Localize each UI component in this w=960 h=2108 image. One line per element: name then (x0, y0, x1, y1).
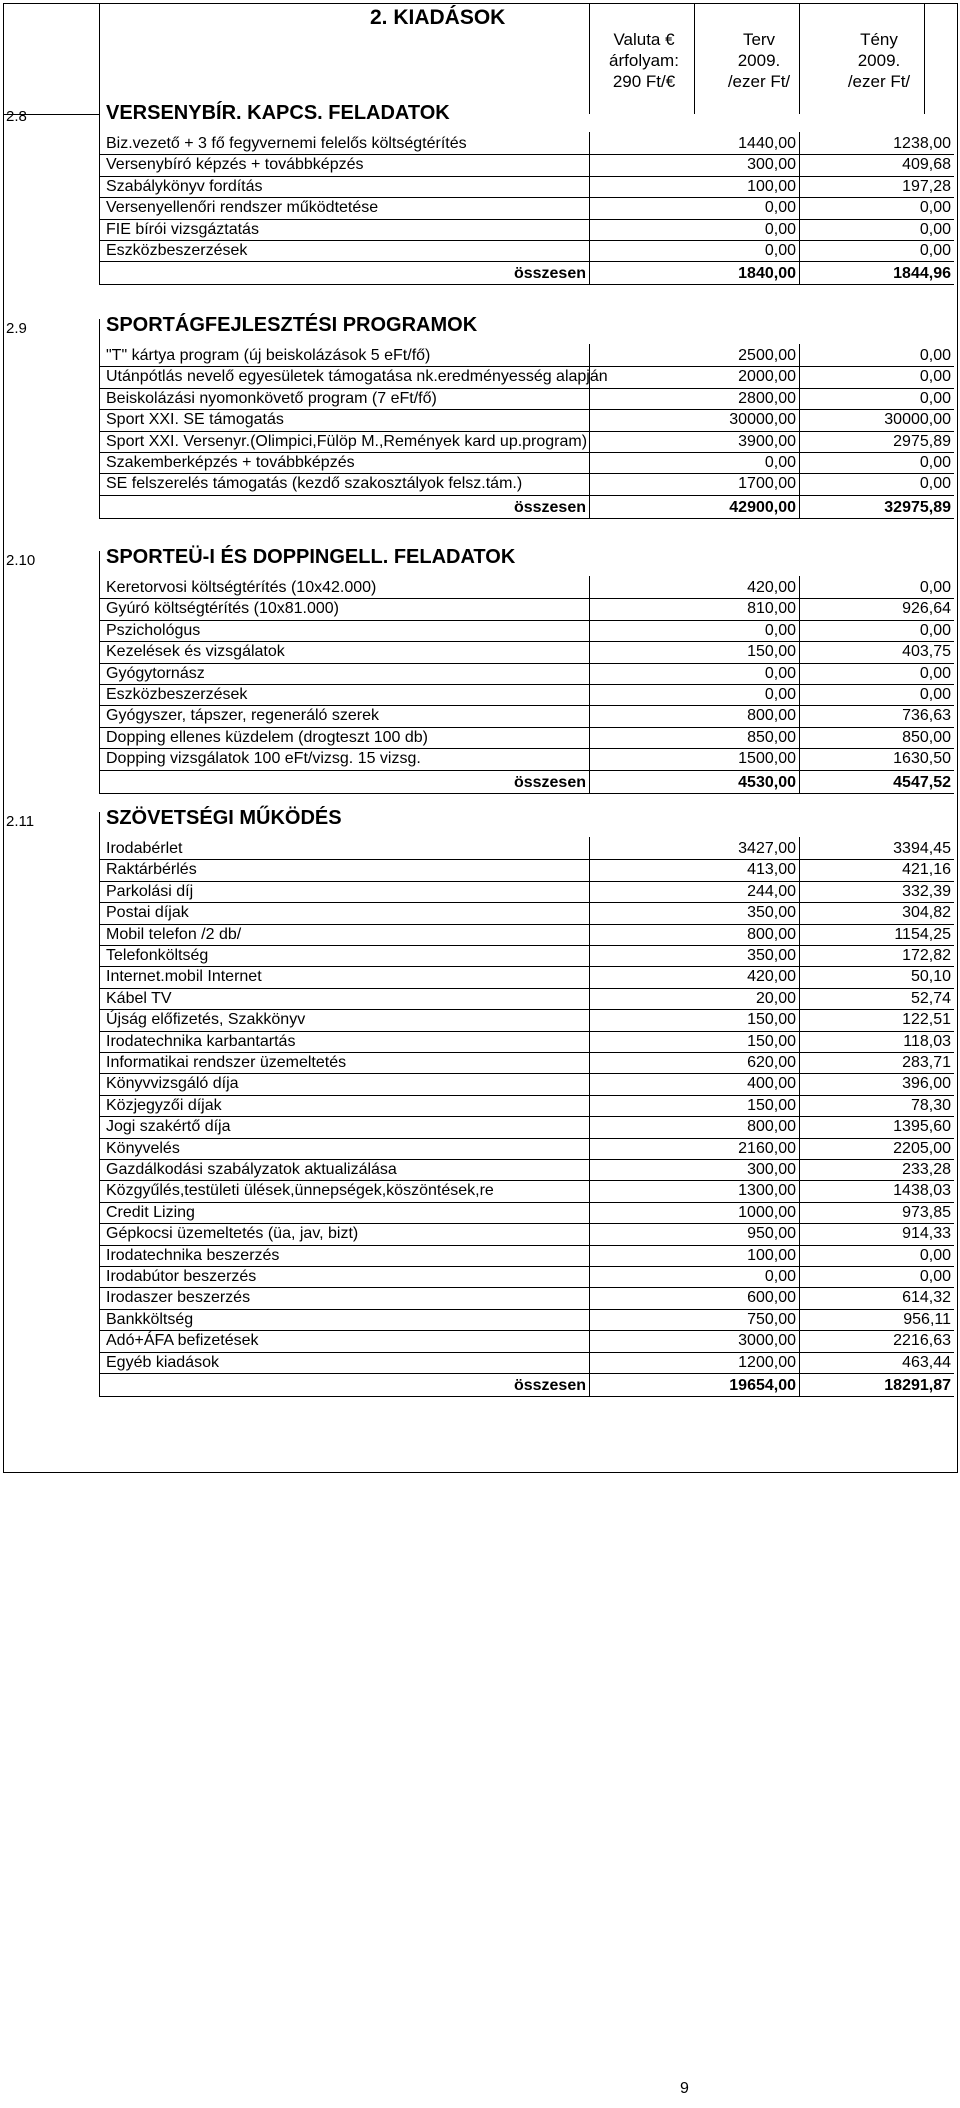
planned-value: 0,00 (764, 454, 796, 471)
actual-value: 0,00 (919, 1246, 951, 1264)
planned-value: 413,00 (747, 861, 796, 879)
expense-label: Versenyellenőri rendszer működtetése (106, 199, 379, 217)
page-number: 9 (680, 2080, 689, 2097)
planned-value: 1700,00 (738, 475, 796, 493)
col-teny-header-line: Tény (860, 30, 898, 49)
actual-value: 0,00 (919, 475, 951, 493)
expense-label: Szakemberképzés + továbbképzés (106, 454, 355, 471)
planned-value: 150,00 (747, 1096, 796, 1114)
planned-value: 1500,00 (738, 750, 796, 768)
expense-label: Sport XXI. Versenyr.(Olimpici,Fülöp M.,Remények kard up.program) (106, 432, 588, 450)
actual-value: 50,10 (910, 968, 951, 986)
section-number: 2.9 (6, 320, 27, 337)
expense-label: Postai díjak (106, 904, 189, 922)
planned-value: 300,00 (747, 1161, 796, 1178)
actual-value: 421,16 (902, 861, 951, 879)
actual-value: 0,00 (919, 242, 951, 259)
planned-value: 350,00 (747, 947, 796, 964)
grid-line (694, 4, 695, 114)
total-planned: 19654,00 (729, 1377, 796, 1394)
actual-value: 0,00 (919, 368, 951, 386)
actual-value: 409,68 (902, 156, 951, 174)
planned-value: 810,00 (747, 600, 796, 618)
planned-value: 2500,00 (738, 347, 796, 364)
col-terv-header-line: /ezer Ft/ (727, 72, 791, 91)
grid-line (799, 837, 800, 1396)
actual-value: 956,11 (903, 1310, 951, 1328)
expense-label: Internet.mobil Internet (106, 968, 262, 986)
grid-line (99, 1396, 954, 1397)
actual-value: 0,00 (919, 664, 951, 682)
total-label: összesen (513, 1377, 586, 1394)
total-planned: 42900,00 (729, 498, 796, 516)
planned-value: 0,00 (764, 220, 796, 238)
expense-label: Irodabérlet (106, 840, 183, 857)
section-title: VERSENYBÍR. KAPCS. FELADATOK (106, 102, 450, 124)
grid-line (99, 793, 954, 794)
total-actual: 4547,52 (893, 773, 951, 791)
actual-value: 736,63 (902, 707, 951, 725)
actual-value: 332,39 (902, 882, 951, 900)
actual-value: 0,00 (919, 1268, 951, 1285)
grid-line (99, 4, 100, 114)
actual-value: 0,00 (919, 220, 951, 238)
expense-label: Gyógytornász (106, 664, 205, 682)
total-actual: 18291,87 (884, 1377, 951, 1394)
expense-label: Közjegyzői díjak (106, 1096, 222, 1114)
planned-value: 20,00 (755, 989, 796, 1007)
expense-label: Irodabútor beszerzés (106, 1268, 257, 1285)
planned-value: 1000,00 (738, 1203, 796, 1221)
grid-line (589, 4, 590, 114)
planned-value: 3427,00 (738, 840, 796, 857)
planned-value: 3900,00 (738, 432, 796, 450)
section-number: 2.8 (6, 108, 27, 125)
planned-value: 400,00 (747, 1075, 796, 1093)
planned-value: 3000,00 (738, 1332, 796, 1350)
col-terv-header-line: Terv (742, 30, 776, 49)
col-teny-header-line: 2009. (857, 51, 901, 70)
planned-value: 1440,00 (738, 135, 796, 152)
expense-label: FIE bírói vizsgáztatás (106, 220, 259, 238)
planned-value: 150,00 (747, 1011, 796, 1029)
actual-value: 0,00 (919, 454, 951, 471)
expense-label: Eszközbeszerzések (106, 242, 248, 259)
planned-value: 620,00 (747, 1054, 796, 1071)
expense-label: Eszközbeszerzések (106, 686, 248, 703)
expense-label: "T" kártya program (új beiskolázások 5 eFt/fő) (106, 347, 431, 364)
actual-value: 926,64 (902, 600, 951, 618)
grid-line (924, 4, 925, 114)
grid-line (99, 495, 954, 496)
planned-value: 2000,00 (738, 368, 796, 386)
grid-line (99, 261, 954, 262)
expense-label: SE felszerelés támogatás (kezdő szakosztályok felsz.tám.) (106, 475, 523, 493)
actual-value: 3394,45 (893, 840, 951, 857)
total-actual: 32975,89 (884, 498, 951, 516)
total-actual: 1844,96 (893, 265, 951, 283)
actual-value: 78,30 (910, 1096, 951, 1114)
grid-line (99, 770, 954, 771)
planned-value: 950,00 (747, 1225, 796, 1243)
col-terv-header-line: 2009. (737, 51, 781, 70)
section-number: 2.11 (6, 813, 35, 830)
expense-label: Bankköltség (106, 1310, 194, 1328)
expense-label: Szabálykönyv fordítás (106, 177, 263, 195)
actual-value: 122,51 (902, 1011, 951, 1029)
grid-line (99, 518, 954, 519)
expense-label: Versenybíró képzés + továbbképzés (106, 156, 364, 174)
planned-value: 750,00 (747, 1310, 796, 1328)
grid-line (99, 107, 100, 284)
grid-line (799, 4, 800, 114)
actual-value: 283,71 (902, 1054, 951, 1071)
actual-value: 914,33 (902, 1225, 951, 1243)
grid-line (99, 284, 954, 285)
actual-value: 463,44 (902, 1353, 951, 1371)
actual-value: 52,74 (910, 989, 951, 1007)
expense-label: Keretorvosi költségtérítés (10x42.000) (106, 579, 377, 596)
actual-value: 403,75 (902, 643, 951, 661)
planned-value: 150,00 (747, 1032, 796, 1050)
planned-value: 300,00 (747, 156, 796, 174)
actual-value: 1238,00 (893, 135, 951, 152)
actual-value: 850,00 (902, 728, 951, 746)
actual-value: 0,00 (919, 347, 951, 364)
expense-label: Irodaszer beszerzés (106, 1289, 251, 1307)
expense-label: Beiskolázási nyomonkövető program (7 eFt/fő) (106, 389, 437, 407)
planned-value: 2800,00 (738, 389, 796, 407)
grid-line (589, 837, 590, 1396)
actual-value: 0,00 (919, 621, 951, 639)
expense-label: Mobil telefon /2 db/ (106, 925, 242, 943)
actual-value: 1395,60 (893, 1118, 951, 1136)
actual-value: 1438,03 (893, 1182, 951, 1200)
total-label: összesen (513, 773, 586, 791)
actual-value: 2205,00 (893, 1139, 951, 1157)
planned-value: 30000,00 (729, 411, 796, 429)
planned-value: 100,00 (747, 177, 796, 195)
actual-value: 396,00 (902, 1075, 951, 1093)
planned-value: 350,00 (747, 904, 796, 922)
total-label: összesen (513, 498, 586, 516)
actual-value: 0,00 (919, 389, 951, 407)
total-planned: 1840,00 (738, 265, 796, 283)
planned-value: 0,00 (764, 664, 796, 682)
section-number: 2.10 (6, 552, 36, 569)
col-valuta-header-line: Valuta € (613, 30, 675, 49)
planned-value: 800,00 (747, 1118, 796, 1136)
expense-label: Dopping vizsgálatok 100 eFt/vizsg. 15 vizsg. (106, 750, 421, 768)
expense-label: Egyéb kiadások (106, 1353, 219, 1371)
actual-value: 2975,89 (893, 432, 951, 450)
expense-label: Kezelések és vizsgálatok (106, 643, 285, 661)
grid-line (99, 319, 100, 518)
actual-value: 1154,25 (894, 925, 951, 943)
expense-label: Irodatechnika beszerzés (106, 1246, 280, 1264)
col-valuta-header-line: árfolyam: (609, 51, 679, 70)
planned-value: 850,00 (747, 728, 796, 746)
expense-label: Parkolási díj (106, 882, 194, 900)
planned-value: 1300,00 (738, 1182, 796, 1200)
actual-value: 30000,00 (884, 411, 951, 429)
expense-label: Gyúró költségtérítés (10x81.000) (106, 600, 340, 618)
planned-value: 0,00 (764, 242, 796, 259)
planned-value: 150,00 (747, 643, 796, 661)
planned-value: 600,00 (747, 1289, 796, 1307)
section-title: SPORTÁGFEJLESZTÉSI PROGRAMOK (106, 314, 478, 336)
col-teny-header-line: /ezer Ft/ (847, 72, 911, 91)
expense-label: Kábel TV (106, 989, 172, 1007)
expense-label: Pszichológus (106, 621, 201, 639)
grid-line (99, 1373, 954, 1374)
planned-value: 0,00 (764, 686, 796, 703)
actual-value: 0,00 (919, 686, 951, 703)
expense-label: Dopping ellenes küzdelem (drogteszt 100 db) (106, 728, 428, 746)
planned-value: 800,00 (747, 925, 796, 943)
planned-value: 2160,00 (738, 1139, 796, 1157)
actual-value: 172,82 (902, 947, 951, 964)
planned-value: 244,00 (747, 882, 796, 900)
grid-line (99, 551, 100, 793)
expense-label: Telefonköltség (106, 947, 209, 964)
grid-line (799, 132, 800, 284)
expense-label: Informatikai rendszer üzemeltetés (106, 1054, 347, 1071)
planned-value: 0,00 (764, 199, 796, 217)
expense-label: Gazdálkodási szabályzatok aktualizálása (106, 1161, 397, 1178)
expense-label: Utánpótlás nevelő egyesületek támogatása nk.eredményesség alapján (106, 368, 608, 386)
planned-value: 0,00 (764, 621, 796, 639)
expense-label: Gépkocsi üzemeltetés (üa, jav, bizt) (106, 1225, 359, 1243)
expense-label: Adó+ÁFA befizetések (106, 1332, 259, 1350)
planned-value: 100,00 (747, 1246, 796, 1264)
grid-line (799, 344, 800, 518)
planned-value: 800,00 (747, 707, 796, 725)
expense-label: Raktárbérlés (106, 861, 197, 879)
grid-line (799, 576, 800, 793)
grid-line (99, 812, 100, 1396)
total-planned: 4530,00 (738, 773, 796, 791)
expense-label: Gyógyszer, tápszer, regeneráló szerek (106, 707, 380, 725)
total-label: összesen (513, 265, 586, 283)
actual-value: 614,32 (902, 1289, 951, 1307)
expense-label: Irodatechnika karbantartás (106, 1032, 296, 1050)
expense-label: Credit Lizing (106, 1203, 195, 1221)
planned-value: 0,00 (764, 1268, 796, 1285)
expense-label: Közgyűlés,testületi ülések,ünnepségek,köszöntések,re (106, 1182, 494, 1200)
section-title: SZÖVETSÉGI MŰKÖDÉS (106, 807, 342, 829)
grid-line (589, 344, 590, 518)
grid-line (589, 132, 590, 284)
grid-line (589, 576, 590, 793)
actual-value: 1630,50 (893, 750, 951, 768)
expense-sheet (3, 3, 958, 1473)
expense-label: Jogi szakértő díja (106, 1118, 231, 1136)
expense-label: Könyvelés (106, 1139, 180, 1157)
expense-label: Sport XXI. SE támogatás (106, 411, 284, 429)
actual-value: 0,00 (919, 579, 951, 596)
expense-label: Biz.vezető + 3 fő fegyvernemi felelős költségtérítés (106, 135, 467, 152)
actual-value: 197,28 (902, 177, 951, 195)
actual-value: 233,28 (902, 1161, 951, 1178)
planned-value: 1200,00 (738, 1353, 796, 1371)
expense-label: Könyvvizsgáló díja (106, 1075, 239, 1093)
report-title: 2. KIADÁSOK (370, 6, 506, 29)
actual-value: 304,82 (902, 904, 951, 922)
col-valuta-header-line: 290 Ft/€ (612, 72, 676, 91)
planned-value: 420,00 (747, 579, 796, 596)
actual-value: 118,03 (903, 1032, 951, 1050)
actual-value: 0,00 (919, 199, 951, 217)
planned-value: 420,00 (747, 968, 796, 986)
expense-label: Újság előfizetés, Szakkönyv (106, 1011, 306, 1029)
actual-value: 2216,63 (893, 1332, 951, 1350)
actual-value: 973,85 (902, 1203, 951, 1221)
section-title: SPORTEÜ-I ÉS DOPPINGELL. FELADATOK (106, 546, 516, 568)
